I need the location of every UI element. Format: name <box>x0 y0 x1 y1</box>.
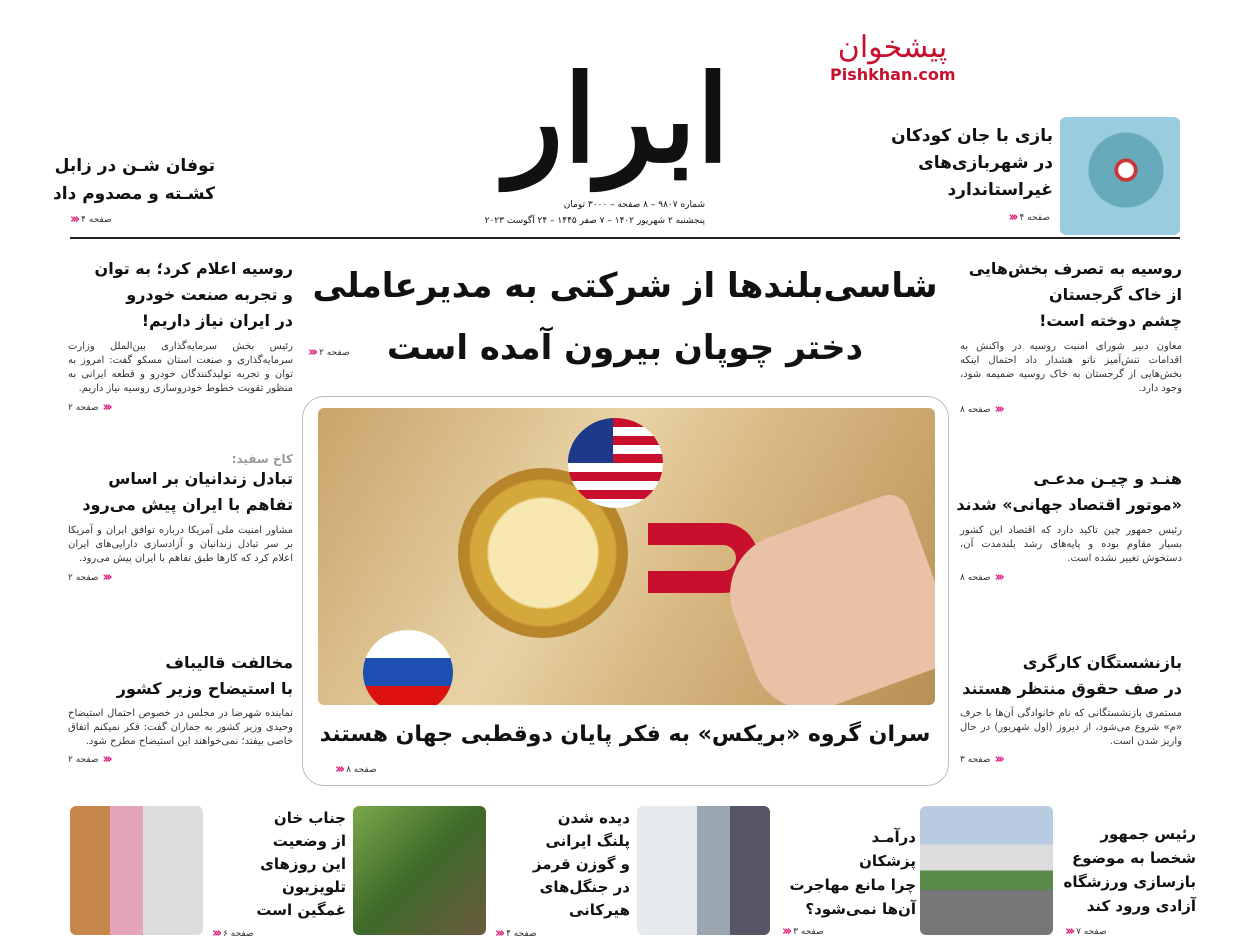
chevrons-icon: ‹‹‹ <box>70 212 78 227</box>
story-headline <box>68 466 293 518</box>
watermark-fa: پیشخوان <box>837 30 948 65</box>
chevrons-icon: ‹‹‹ <box>1008 210 1016 225</box>
story-body: رئیس جمهور چین تاکید دارد که اقتصاد این کشور بسیار مقاوم بوده و پایه‌های رشد بلندمدت آن، دستخوش تغییر نشده است. <box>960 525 1182 564</box>
story-headline <box>960 256 1182 334</box>
page-ref-label: صفحه ۲ <box>68 572 99 583</box>
headline-line: این روزهای <box>260 855 346 873</box>
headline-line: در جنگل‌های <box>539 878 630 896</box>
headline-line: بازی با جان کودکان <box>891 126 1053 146</box>
story-body: نماینده شهرضا در مجلس در خصوص احتمال استیضاح وحیدی وزیر کشور به جماران گفت: فکر نمیکنم اتفاق خاصی بیفتد؛ نمی‌خواهند این استیضاح مطرح شود. <box>68 708 293 747</box>
top-right-headline <box>875 123 1053 204</box>
headline-line: از وضعیت <box>272 832 346 850</box>
main-headline <box>300 255 950 379</box>
chevrons-icon: ‹‹‹ <box>994 402 1002 417</box>
russia-flag-ball <box>363 630 453 705</box>
bottom-story-4[interactable] <box>206 807 346 922</box>
date-line: پنجشنبه ۲ شهریور ۱۴۰۲ – ۷ صفر ۱۴۴۵ – ۲۴ آگوست ۲۰۲۳ <box>484 216 705 226</box>
headline-line: بازسازی ورزشگاه <box>1063 873 1196 891</box>
right-story-3[interactable] <box>960 650 1182 767</box>
pishkhan-watermark <box>830 30 955 84</box>
headline-line: روسیه به تصرف بخش‌هایی <box>968 259 1182 278</box>
headline-line: بازنشستگان کارگری <box>1022 653 1182 672</box>
page-ref[interactable] <box>68 570 293 585</box>
story-body: معاون دبیر شورای امنیت روسیه در واکنش به اقدامات تنش‌آمیز ناتو هشدار داد احتمال اینکه بخش‌هایی از گرجستان به خاک روسیه ضمیمه شود، وجود دارد. <box>960 341 1182 394</box>
headline-line: چرا مانع مهاجرت <box>789 876 916 894</box>
page-ref[interactable] <box>308 345 350 360</box>
headline-line: درآمـد <box>871 828 916 846</box>
headline-line: شخصا به موضوع <box>1072 849 1196 867</box>
headline-line: چشم دوخته است! <box>1039 311 1182 330</box>
page-ref-label: صفحه ۷ <box>1076 926 1107 937</box>
page-ref-label: صفحه ۸ <box>960 404 991 415</box>
chevrons-icon: ‹‹‹ <box>335 762 343 777</box>
page-ref[interactable] <box>495 926 537 941</box>
chevrons-icon: ‹‹‹ <box>994 752 1002 767</box>
headline-line: در ایران نیاز داریم! <box>141 311 293 330</box>
chevrons-icon: ‹‹‹ <box>212 926 220 941</box>
main-photo-compass-map <box>318 408 935 705</box>
right-story-2[interactable] <box>956 466 1182 585</box>
headline-line: پزشکان <box>859 852 916 870</box>
story-body: مشاور امنیت ملی آمریکا درباره توافق ایران و آمریکا بر سر تبادل زندانیان و آزادسازی دارایی‌های ایران اعلام کرد که کارها طبق تفاهم با ایران پیش می‌رود. <box>68 525 293 564</box>
story-headline <box>960 650 1182 702</box>
headline-line: در صف حقوق منتظر هستند <box>962 679 1182 698</box>
headline-line: و تجربه صنعت خودرو <box>126 285 293 304</box>
headline-line: تبادل زندانیان بر اساس <box>108 469 293 488</box>
headline-line: جناب خان <box>273 809 346 827</box>
page-ref-label: صفحه ۴ <box>506 928 537 939</box>
chevrons-icon: ‹‹‹ <box>994 570 1002 585</box>
bottom-story-1[interactable] <box>1056 822 1196 918</box>
doctors-photo <box>637 806 770 935</box>
page-ref[interactable] <box>70 212 112 227</box>
page-ref[interactable] <box>68 400 293 415</box>
stadium-photo <box>920 806 1053 935</box>
page-ref-label: صفحه ۳ <box>793 926 824 937</box>
chevrons-icon: ‹‹‹ <box>102 400 110 415</box>
headline-line: رئیس جمهور <box>1100 825 1196 843</box>
page-ref-label: صفحه ۸ <box>960 572 991 583</box>
headline-line: با استیضاح وزیر کشور <box>116 679 293 698</box>
tv-host-photo <box>70 806 203 935</box>
headline-line: دختر چوپان بیرون آمده است <box>386 328 864 368</box>
page-ref-label: صفحه ۲ <box>319 347 350 358</box>
ferris-wheel-image <box>1060 117 1180 235</box>
headline-line: دیده شدن <box>557 809 630 827</box>
story-body: مستمری بازنشستگانی که نام خانوادگی آن‌ها با حرف «م» شروع می‌شود، از دیروز (اول شهریور) در حال واریز شدن است. <box>960 708 1182 747</box>
headline-line: «موتور اقتصاد جهانی» شدند <box>956 495 1182 514</box>
page-ref-label: صفحه ۴ <box>1019 212 1050 223</box>
headline-line: شاسی‌بلندها از شرکتی به مدیرعاملی <box>312 266 938 306</box>
headline-line: و گوزن قرمز <box>532 855 630 873</box>
page-ref[interactable] <box>960 402 1182 417</box>
page-ref[interactable] <box>335 762 377 777</box>
bottom-story-3[interactable] <box>490 807 630 922</box>
headline-line: کشـته و مصدوم داد <box>53 184 215 204</box>
page-ref[interactable] <box>960 752 1182 767</box>
page-ref[interactable] <box>212 926 254 941</box>
left-story-3[interactable] <box>68 650 293 767</box>
chevrons-icon: ‹‹‹ <box>308 345 316 360</box>
watermark-en: Pishkhan.com <box>830 65 956 84</box>
headline-line: توفان شـن در زابل <box>54 156 215 176</box>
headline-line: غمگین است <box>256 901 346 919</box>
headline-line: در شهربازی‌های <box>918 153 1053 173</box>
left-story-1[interactable] <box>68 256 293 415</box>
chevrons-icon: ‹‹‹ <box>495 926 503 941</box>
page-ref-label: صفحه ۶ <box>223 928 254 939</box>
story-headline <box>68 650 293 702</box>
page-ref-label: صفحه ۲ <box>68 402 99 413</box>
right-story-1[interactable] <box>960 256 1182 417</box>
masthead-logo: ابرار <box>505 49 730 190</box>
page-ref-label: صفحه ۳ <box>960 754 991 765</box>
main-caption: سران گروه «بریکس» به فکر پایان دوقطبی جهان هستند <box>319 722 931 747</box>
chevrons-icon: ‹‹‹ <box>102 752 110 767</box>
headline-line: پلنگ ایرانی <box>545 832 630 850</box>
chevrons-icon: ‹‹‹ <box>1065 924 1073 939</box>
bottom-story-2[interactable] <box>774 825 916 921</box>
page-ref[interactable] <box>68 752 293 767</box>
hand <box>713 489 935 705</box>
headline-line: غیراستاندارد <box>947 180 1053 200</box>
headline-line: هیرکانی <box>568 901 630 919</box>
page-ref-label: صفحه ۴ <box>81 214 112 225</box>
page-ref[interactable] <box>960 570 1182 585</box>
page-ref-label: صفحه ۸ <box>346 764 377 775</box>
chevrons-icon: ‹‹‹ <box>102 570 110 585</box>
story-headline <box>68 256 293 334</box>
headline-line: تفاهم با ایران پیش می‌رود <box>82 495 293 514</box>
deer-photo <box>353 806 486 935</box>
page-ref-label: صفحه ۲ <box>68 754 99 765</box>
us-flag-ball <box>568 418 663 508</box>
headline-line: هنـد و چیـن مدعـی <box>1033 469 1182 488</box>
top-left-headline <box>50 152 215 208</box>
story-kicker: کاخ سفید: <box>231 452 293 466</box>
headline-line: مخالفت قالیباف <box>165 653 293 672</box>
headline-line: روسیه اعلام کرد؛ به توان <box>94 259 293 278</box>
page-ref[interactable] <box>990 210 1050 225</box>
story-headline <box>956 466 1182 518</box>
headline-line: از خاک گرجستان <box>1048 285 1182 304</box>
chevrons-icon: ‹‹‹ <box>782 924 790 939</box>
masthead-divider <box>70 237 1180 239</box>
headline-line: آزادی ورود کند <box>1086 897 1196 915</box>
page-ref[interactable] <box>1065 924 1107 939</box>
page-ref[interactable] <box>782 924 824 939</box>
headline-line: تلویزیون <box>282 878 346 896</box>
issue-line: شماره ۹۸۰۷ – ۸ صفحه – ۳۰۰۰ تومان <box>563 200 705 210</box>
story-body: رئیس بخش سرمایه‌گذاری بین‌الملل وزارت سرمایه‌گذاری و صنعت استان مسکو گفت: امروز به توان و تجربه تولیدکنندگان خودرو و قطعه ایرانی به منظور تقویت خطوط خودروسازی روسیه نیاز داریم. <box>68 341 293 394</box>
headline-line: آن‌ها نمی‌شود؟ <box>805 900 916 918</box>
left-story-2[interactable] <box>68 452 293 585</box>
